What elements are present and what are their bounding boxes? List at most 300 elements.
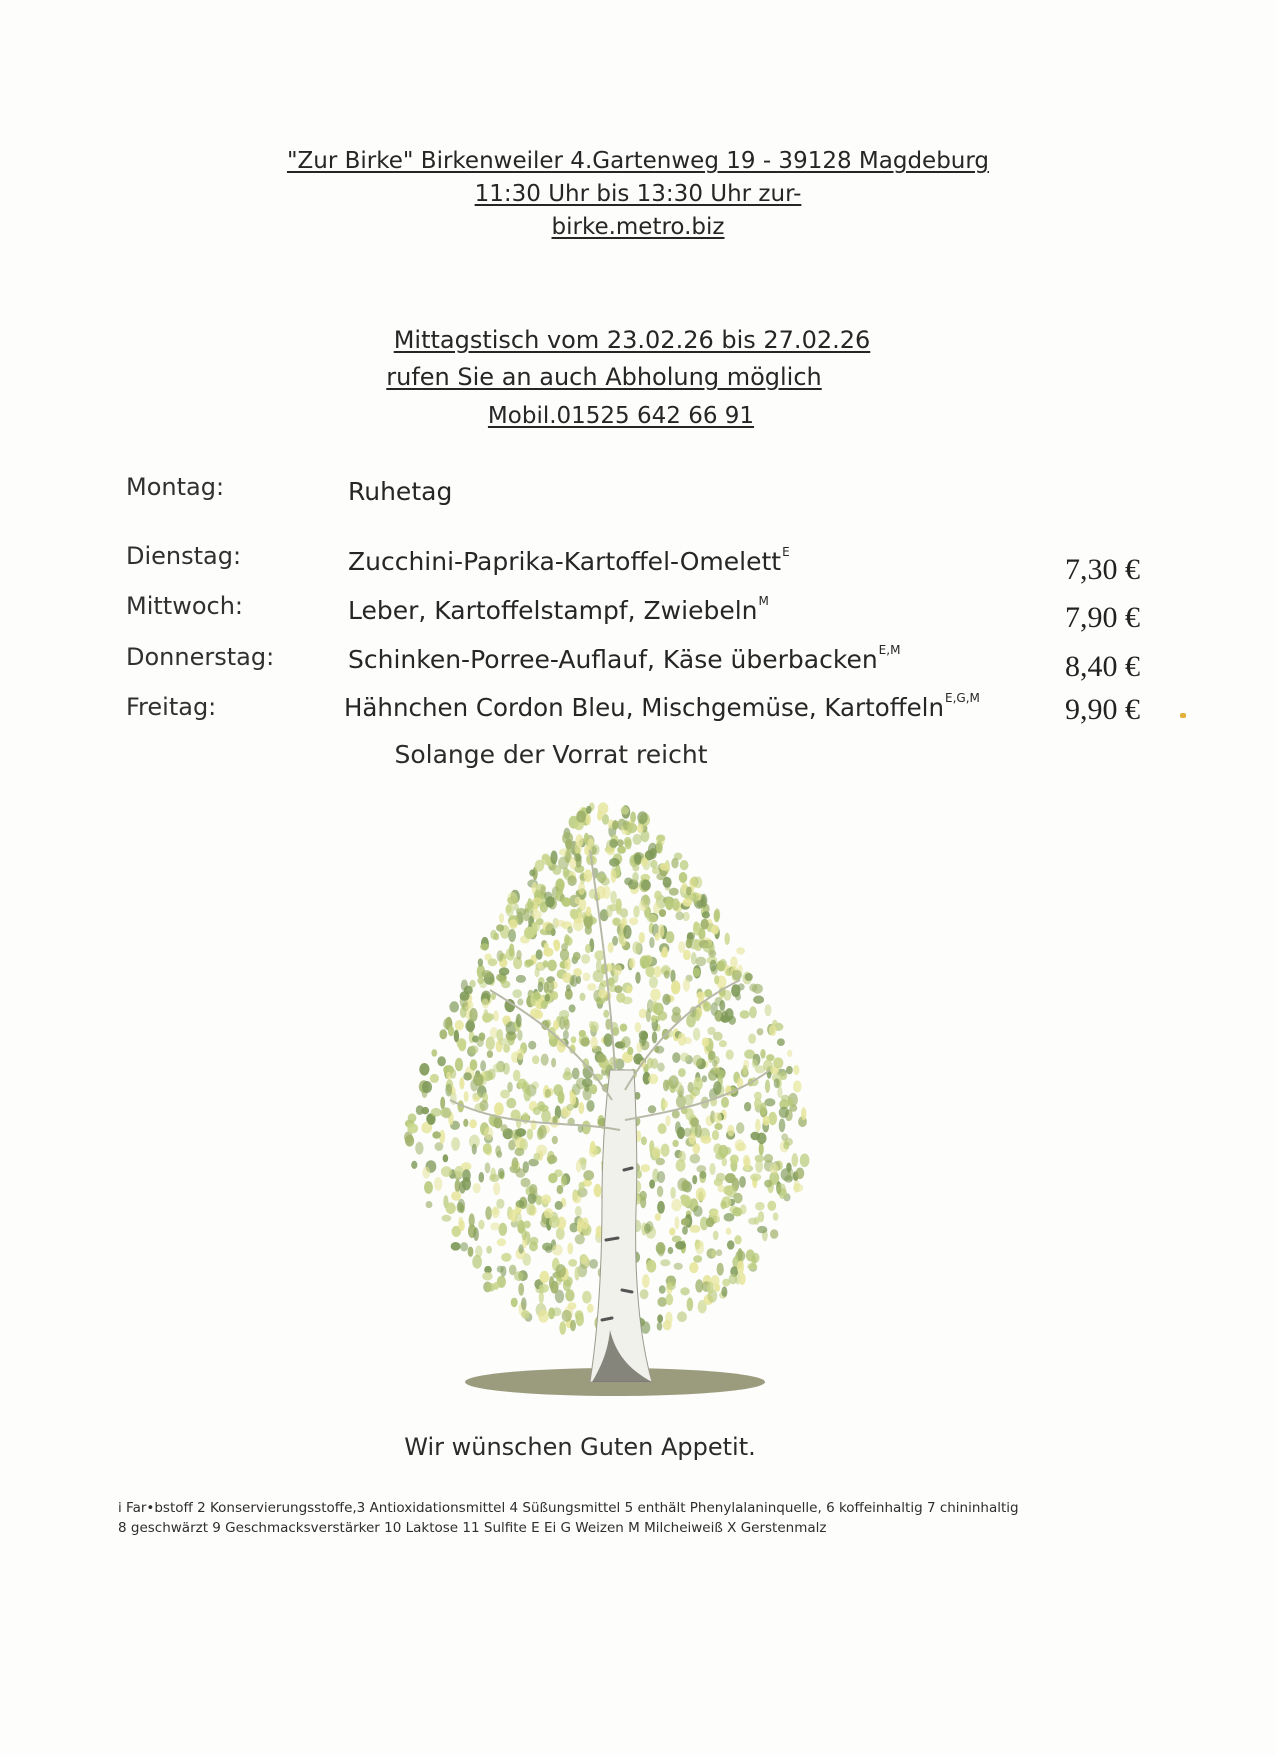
leaf-dot — [632, 941, 641, 954]
leaf-dot — [738, 983, 745, 990]
leaf-dot — [422, 1081, 432, 1093]
leaf-dot — [777, 1183, 786, 1196]
leaf-dot — [442, 1215, 452, 1222]
leaf-dot — [721, 1097, 729, 1108]
leaf-dot — [612, 917, 621, 926]
leaf-dot — [407, 1123, 418, 1133]
leaf-dot — [693, 921, 699, 931]
leaf-dot — [755, 1202, 765, 1211]
leaf-dot — [609, 839, 618, 848]
leaf-dot — [578, 1182, 584, 1191]
leaf-dot — [557, 1185, 564, 1194]
leaf-dot — [512, 1157, 519, 1170]
leaf-dot — [411, 1161, 417, 1169]
leaf-dot — [434, 1177, 442, 1191]
day-label: Donnerstag: — [126, 643, 275, 671]
allergen-legend-line-2: 8 geschwärzt 9 Geschmacksverstärker 10 Laktose 11 Sulfite E Ei G Weizen M Milcheiweiß X Gerstenmalz — [118, 1520, 827, 1536]
scan-speck — [1180, 713, 1186, 718]
leaf-dot — [494, 1102, 504, 1115]
day-label: Montag: — [126, 473, 225, 501]
leaf-dot — [458, 1199, 466, 1212]
leaf-dot — [446, 1202, 456, 1214]
leaf-dot — [764, 1154, 773, 1163]
price: 7,30 € — [1065, 553, 1140, 586]
leaf-dot — [570, 975, 578, 987]
leaf-dot — [579, 1030, 586, 1037]
leaf-dot — [701, 919, 709, 930]
leaf-dot — [577, 1217, 584, 1227]
leaf-dot — [648, 1074, 658, 1084]
leaf-dot — [451, 1191, 461, 1201]
leaf-dot — [680, 1287, 689, 1295]
leaf-dot — [657, 1063, 664, 1072]
leaf-dot — [473, 1073, 483, 1086]
leaf-dot — [544, 942, 549, 953]
leaf-dot — [632, 872, 639, 882]
leaf-dot — [690, 1225, 701, 1233]
leaf-dot — [657, 1186, 663, 1197]
leaf-dot — [734, 1235, 741, 1244]
leaf-dot — [485, 1206, 492, 1220]
price: 7,90 € — [1065, 601, 1140, 634]
day-label: Dienstag: — [126, 542, 242, 570]
leaf-dot — [727, 1125, 734, 1137]
leaf-dot — [711, 925, 719, 935]
leaf-dot — [757, 1133, 767, 1145]
leaf-dot — [515, 1148, 525, 1156]
leaf-dot — [589, 1259, 598, 1269]
leaf-dot — [765, 1004, 772, 1016]
leaf-dot — [572, 1068, 580, 1080]
leaf-dot — [654, 966, 662, 977]
leaf-dot — [507, 896, 518, 904]
leaf-dot — [415, 1142, 423, 1155]
leaf-dot — [703, 942, 714, 952]
leaf-dot — [468, 1247, 474, 1257]
leaf-dot — [570, 1320, 576, 1331]
leaf-dot — [622, 1036, 631, 1048]
allergen-code: M — [758, 594, 769, 608]
leaf-dot — [596, 873, 607, 882]
leaf-dot — [431, 1049, 437, 1057]
leaf-dot — [700, 1135, 711, 1144]
leaf-dot — [578, 1102, 584, 1114]
leaf-dot — [430, 1074, 439, 1083]
leaf-dot — [696, 1188, 706, 1202]
leaf-dot — [657, 1314, 663, 1323]
leaf-dot — [598, 802, 609, 814]
leaf-dot — [598, 989, 607, 998]
leaf-dot — [666, 1281, 675, 1290]
leaf-dot — [681, 1195, 691, 1207]
leaf-dot — [488, 958, 498, 966]
leaf-dot — [497, 1266, 504, 1273]
leaf-dot — [760, 1049, 765, 1059]
leaf-dot — [606, 905, 612, 917]
leaf-dot — [677, 1311, 687, 1322]
leaf-dot — [702, 1037, 709, 1047]
leaf-dot — [733, 1193, 742, 1204]
leaf-dot — [750, 1173, 761, 1181]
leaf-dot — [575, 1206, 582, 1217]
leaf-dot — [493, 1182, 500, 1195]
leaf-dot — [693, 1255, 702, 1262]
leaf-dot — [582, 1291, 592, 1304]
leaf-dot — [490, 1222, 499, 1230]
leaf-dot — [536, 949, 543, 959]
leaf-dot — [469, 1119, 477, 1128]
leaf-dot — [627, 823, 637, 833]
leaf-dot — [763, 1060, 773, 1071]
leaf-dot — [484, 1127, 493, 1140]
leaf-dot — [501, 1253, 511, 1262]
leaf-dot — [686, 939, 693, 949]
leaf-dot — [737, 1261, 744, 1274]
leaf-dot — [717, 1070, 725, 1079]
leaf-dot — [726, 1228, 732, 1235]
leaf-dot — [716, 961, 724, 971]
leaf-dot — [576, 810, 586, 822]
leaf-dot — [506, 1098, 516, 1109]
leaf-dot — [690, 1154, 701, 1164]
leaf-dot — [676, 1159, 686, 1172]
leaf-dot — [586, 1100, 594, 1112]
leaf-dot — [659, 1285, 666, 1294]
leaf-dot — [561, 1175, 567, 1187]
leaf-dot — [779, 1119, 786, 1133]
leaf-dot — [571, 1036, 577, 1043]
leaf-dot — [511, 1298, 518, 1308]
leaf-dot — [757, 1028, 764, 1035]
leaf-dot — [740, 1010, 750, 1018]
leaf-dot — [672, 983, 678, 994]
leaf-dot — [550, 1281, 558, 1294]
leaf-dot — [587, 1304, 594, 1313]
leaf-dot — [786, 1066, 793, 1074]
leaf-dot — [541, 1054, 549, 1066]
leaf-dot — [538, 962, 543, 969]
day-label: Freitag: — [126, 693, 217, 721]
leaf-dot — [752, 1253, 760, 1263]
leaf-dot — [616, 906, 622, 915]
leaf-dot — [770, 1229, 778, 1238]
leaf-dot — [541, 1109, 551, 1122]
leaf-dot — [493, 1207, 499, 1215]
leaf-dot — [654, 891, 662, 901]
leaf-dot — [545, 896, 555, 907]
leaf-dot — [567, 1243, 573, 1255]
leaf-dot — [586, 814, 591, 826]
leaf-dot — [671, 858, 678, 869]
leaf-dot — [773, 1212, 779, 1220]
leaf-dot — [683, 950, 691, 961]
leaf-dot — [405, 1135, 414, 1147]
leaf-dot — [777, 1038, 785, 1046]
leaf-dot — [663, 1320, 672, 1330]
leaf-dot — [749, 1006, 757, 1018]
leaf-dot — [665, 931, 674, 943]
leaf-dot — [533, 904, 538, 912]
leaf-dot — [528, 1041, 536, 1050]
leaf-dot — [532, 897, 542, 904]
leaf-dot — [516, 1200, 525, 1208]
leaf-dot — [522, 1228, 527, 1240]
leaf-dot — [558, 1091, 565, 1104]
leaf-dot — [490, 930, 497, 940]
leaf-dot — [689, 1262, 698, 1273]
leaf-dot — [437, 1056, 446, 1066]
leaf-dot — [744, 1102, 751, 1112]
leaf-dot — [449, 1001, 459, 1012]
leaf-dot — [717, 1263, 724, 1276]
leaf-dot — [657, 1201, 665, 1214]
leaf-dot — [483, 1009, 488, 1023]
leaf-dot — [692, 1175, 697, 1184]
leaf-dot — [497, 950, 504, 961]
leaf-dot — [680, 860, 689, 870]
leaf-dot — [706, 1217, 714, 1227]
dish-text: Zucchini-Paprika-Kartoffel-Omelett$^E$ — [348, 545, 790, 576]
leaf-dot — [463, 1119, 468, 1127]
leaf-dot — [516, 975, 526, 983]
dish-text: Leber, Kartoffelstampf, Zwiebeln$^M$ — [348, 594, 769, 625]
leaf-dot — [669, 1228, 675, 1236]
leaf-dot — [649, 937, 654, 948]
leaf-dot — [622, 997, 633, 1005]
leaf-dot — [683, 979, 690, 992]
leaf-dot — [419, 1063, 429, 1076]
leaf-dot — [793, 1184, 803, 1192]
leaf-dot — [544, 1208, 553, 1218]
leaf-dot — [768, 1112, 777, 1126]
leaf-dot — [612, 820, 618, 830]
leaf-dot — [745, 973, 753, 981]
leaf-dot — [455, 1020, 464, 1031]
leaf-dot — [732, 970, 742, 980]
leaf-dot — [681, 1218, 690, 1226]
leaf-dot — [445, 1084, 452, 1097]
leaf-dot — [547, 960, 557, 972]
leaf-dot — [551, 1058, 556, 1068]
leaf-dot — [465, 1021, 475, 1032]
leaf-dot — [562, 897, 571, 907]
leaf-dot — [422, 1167, 430, 1179]
leaf-dot — [508, 1140, 515, 1151]
leaf-dot — [461, 980, 468, 992]
leaf-dot — [478, 1220, 484, 1230]
leaf-dot — [679, 872, 688, 883]
leaf-dot — [643, 895, 649, 906]
leaf-dot — [469, 1045, 479, 1054]
leaf-dot — [566, 984, 571, 991]
leaf-dot — [512, 989, 522, 998]
leaf-dot — [700, 1171, 707, 1179]
leaf-dot — [573, 952, 581, 961]
leaf-dot — [585, 925, 592, 934]
leaf-dot — [693, 1055, 703, 1066]
leaf-dot — [784, 1175, 793, 1183]
leaf-dot — [573, 919, 584, 932]
leaf-dot — [740, 1204, 747, 1214]
leaf-dot — [538, 982, 543, 993]
leaf-dot — [485, 1162, 491, 1173]
leaf-dot — [567, 875, 576, 886]
leaf-dot — [725, 933, 730, 945]
leaf-dot — [742, 1065, 747, 1075]
leaf-dot — [649, 848, 656, 859]
leaf-dot — [559, 1321, 566, 1335]
leaf-dot — [774, 1078, 780, 1088]
leaf-dot — [570, 1093, 576, 1106]
leaf-dot — [691, 1087, 701, 1096]
leaf-dot — [482, 998, 489, 1008]
leaf-dot — [575, 1234, 585, 1244]
leaf-dot — [617, 846, 626, 854]
leaf-dot — [495, 1145, 501, 1156]
leaf-dot — [714, 1112, 722, 1123]
leaf-dot — [585, 944, 591, 953]
leaf-dot — [657, 1171, 665, 1183]
leaf-dot — [779, 1107, 789, 1118]
leaf-dot — [608, 942, 614, 953]
leaf-dot — [663, 1080, 669, 1092]
leaf-dot — [532, 1055, 539, 1064]
leaf-dot — [555, 920, 565, 927]
leaf-dot — [464, 1091, 469, 1102]
leaf-dot — [640, 1289, 649, 1299]
leaf-dot — [647, 914, 658, 923]
leaf-dot — [663, 877, 672, 888]
leaf-dot — [672, 1140, 678, 1147]
leaf-dot — [712, 1060, 717, 1067]
leaf-dot — [678, 1068, 686, 1077]
dish-text: Schinken-Porree-Auflauf, Käse überbacken$^{E,M}$ — [348, 643, 901, 674]
leaf-dot — [586, 806, 592, 814]
leaf-dot — [764, 1180, 772, 1188]
leaf-dot — [603, 1033, 612, 1046]
leaf-dot — [563, 1030, 569, 1040]
leaf-dot — [496, 1199, 504, 1209]
leaf-dot — [440, 1097, 445, 1110]
leaf-dot — [720, 1201, 726, 1210]
leaf-dot — [527, 1129, 533, 1140]
leaf-dot — [662, 994, 670, 1005]
leaf-dot — [650, 860, 657, 869]
leaf-dot — [773, 1057, 783, 1068]
leaf-dot — [657, 1297, 667, 1307]
leaf-dot — [516, 950, 521, 960]
leaf-dot — [566, 1104, 574, 1111]
leaf-dot — [755, 1119, 761, 1132]
leaf-dot — [765, 1080, 770, 1093]
leaf-dot — [478, 958, 483, 966]
leaf-dot — [533, 992, 541, 999]
leaf-dot — [473, 1227, 479, 1241]
leaf-dot — [555, 1201, 563, 1210]
leaf-dot — [649, 976, 658, 988]
leaf-dot — [720, 1015, 730, 1022]
leaf-dot — [659, 909, 666, 917]
dish-text: Ruhetag — [348, 477, 453, 506]
leaf-dot — [587, 983, 596, 991]
leaf-dot — [473, 1095, 480, 1102]
leaf-dot — [581, 1037, 590, 1046]
leaf-dot — [641, 857, 648, 867]
leaf-dot — [739, 1176, 746, 1188]
leaf-dot — [576, 1160, 581, 1172]
leaf-dot — [629, 917, 638, 925]
leaf-dot — [633, 834, 642, 845]
leaf-dot — [577, 1313, 583, 1326]
leaf-dot — [792, 1153, 799, 1167]
leaf-dot — [718, 1145, 728, 1158]
leaf-dot — [515, 1212, 522, 1224]
leaf-dot — [609, 858, 620, 867]
leaf-dot — [581, 954, 590, 964]
leaf-dot — [574, 853, 582, 861]
leaf-dot — [641, 1164, 651, 1172]
leaf-dot — [711, 1002, 718, 1016]
leaf-dot — [448, 1026, 454, 1036]
leaf-dot — [517, 1048, 525, 1060]
leaf-dot — [560, 949, 569, 961]
leaf-dot — [684, 1094, 694, 1105]
leaf-dot — [542, 1243, 553, 1251]
leaf-dot — [548, 1307, 555, 1319]
leaf-dot — [655, 1213, 661, 1221]
leaf-dot — [568, 1259, 577, 1267]
leaf-dot — [575, 834, 583, 847]
leaf-dot — [770, 1164, 779, 1174]
leaf-dot — [753, 996, 764, 1004]
leaf-dot — [515, 1128, 526, 1137]
leaf-dot — [506, 903, 514, 917]
leaf-dot — [748, 1034, 756, 1044]
leaf-dot — [521, 1310, 529, 1319]
leaf-dot — [454, 1030, 459, 1042]
leaf-dot — [752, 984, 763, 994]
leaf-dot — [583, 973, 591, 982]
dish-text: Hähnchen Cordon Bleu, Mischgemüse, Kartoffeln$^{E,G,M}$ — [344, 691, 980, 722]
leaf-dot — [747, 1263, 757, 1270]
leaf-dot — [668, 1075, 678, 1088]
leaf-dot — [455, 1058, 463, 1072]
leaf-dot — [460, 1006, 467, 1018]
leaf-dot — [665, 1115, 670, 1126]
leaf-dot — [656, 841, 663, 854]
leaf-dot — [538, 1310, 549, 1323]
leaf-dot — [623, 925, 631, 939]
leaf-dot — [482, 1272, 493, 1281]
leaf-dot — [796, 1168, 805, 1180]
leaf-dot — [721, 1286, 727, 1297]
leaf-dot — [513, 1070, 521, 1082]
leaf-dot — [646, 1008, 651, 1022]
leaf-dot — [641, 1136, 647, 1145]
leaf-dot — [636, 1042, 642, 1053]
leaf-dot — [578, 882, 585, 895]
leaf-dot — [758, 1211, 764, 1222]
leaf-dot — [675, 1241, 686, 1250]
leaf-dot — [537, 1101, 545, 1111]
leaf-dot — [727, 1240, 735, 1249]
leaf-dot — [408, 1113, 417, 1122]
leaf-dot — [621, 806, 629, 814]
leaf-dot — [687, 932, 695, 939]
leaf-dot — [739, 1273, 746, 1285]
leaf-dot — [559, 1016, 565, 1030]
leaf-dot — [483, 1143, 492, 1154]
